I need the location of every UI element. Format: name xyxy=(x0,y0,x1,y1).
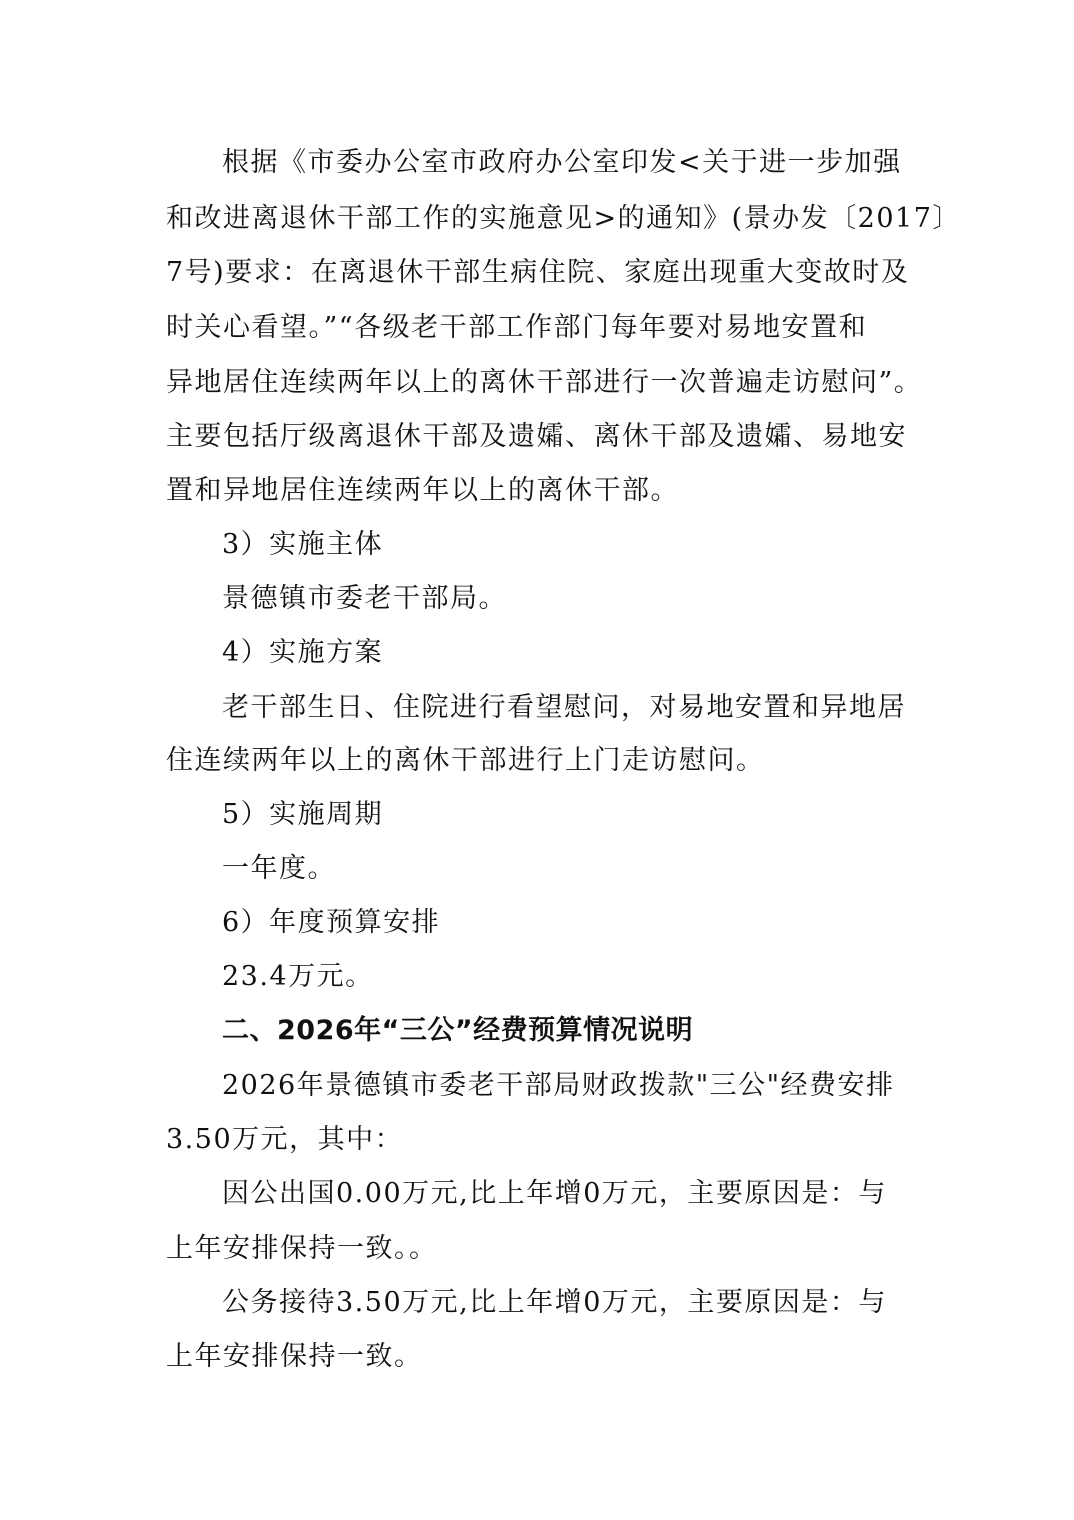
paragraph-line: 主要包括厅级离退休干部及遗孀、离休干部及遗孀、易地安 xyxy=(166,421,907,452)
paragraph-line: 3.50万元，其中： xyxy=(166,1124,404,1155)
paragraph-line: 根据《市委办公室市政府办公室印发<关于进一步加强 xyxy=(222,147,902,178)
paragraph-line: 23.4万元。 xyxy=(222,961,374,992)
paragraph-line: 老干部生日、住院进行看望慰问，对易地安置和异地居 xyxy=(222,692,906,723)
paragraph-line: 上年安排保持一致。 xyxy=(166,1341,423,1372)
paragraph-line: 一年度。 xyxy=(222,853,336,884)
section-heading: 二、2026年“三公”经费预算情况说明 xyxy=(222,1015,694,1046)
paragraph-line: 公务接待3.50万元,比上年增0万元，主要原因是：与 xyxy=(222,1287,887,1318)
subheading-plan: 4）实施方案 xyxy=(222,637,384,668)
subheading-implementer: 3）实施主体 xyxy=(222,529,384,560)
paragraph-line: 异地居住连续两年以上的离休干部进行一次普遍走访慰问”。 xyxy=(166,367,923,398)
subheading-period: 5）实施周期 xyxy=(222,799,384,830)
paragraph-line: 因公出国0.00万元,比上年增0万元，主要原因是：与 xyxy=(222,1178,887,1209)
paragraph-line: 住连续两年以上的离休干部进行上门走访慰问。 xyxy=(166,745,765,776)
paragraph-line: 置和异地居住连续两年以上的离休干部。 xyxy=(166,475,679,506)
paragraph-line: 和改进离退休干部工作的实施意见>的通知》(景办发〔2017〕 xyxy=(166,203,961,234)
paragraph-line: 2026年景德镇市委老干部局财政拨款"三公"经费安排 xyxy=(222,1070,895,1101)
paragraph-line: 时关心看望。”“各级老干部工作部门每年要对易地安置和 xyxy=(166,312,868,343)
paragraph-line: 上年安排保持一致。。 xyxy=(166,1233,438,1264)
subheading-budget: 6）年度预算安排 xyxy=(222,907,441,938)
paragraph-line: 7号)要求：在离退休干部生病住院、家庭出现重大变故时及 xyxy=(166,257,910,288)
paragraph-line: 景德镇市委老干部局。 xyxy=(222,583,507,614)
